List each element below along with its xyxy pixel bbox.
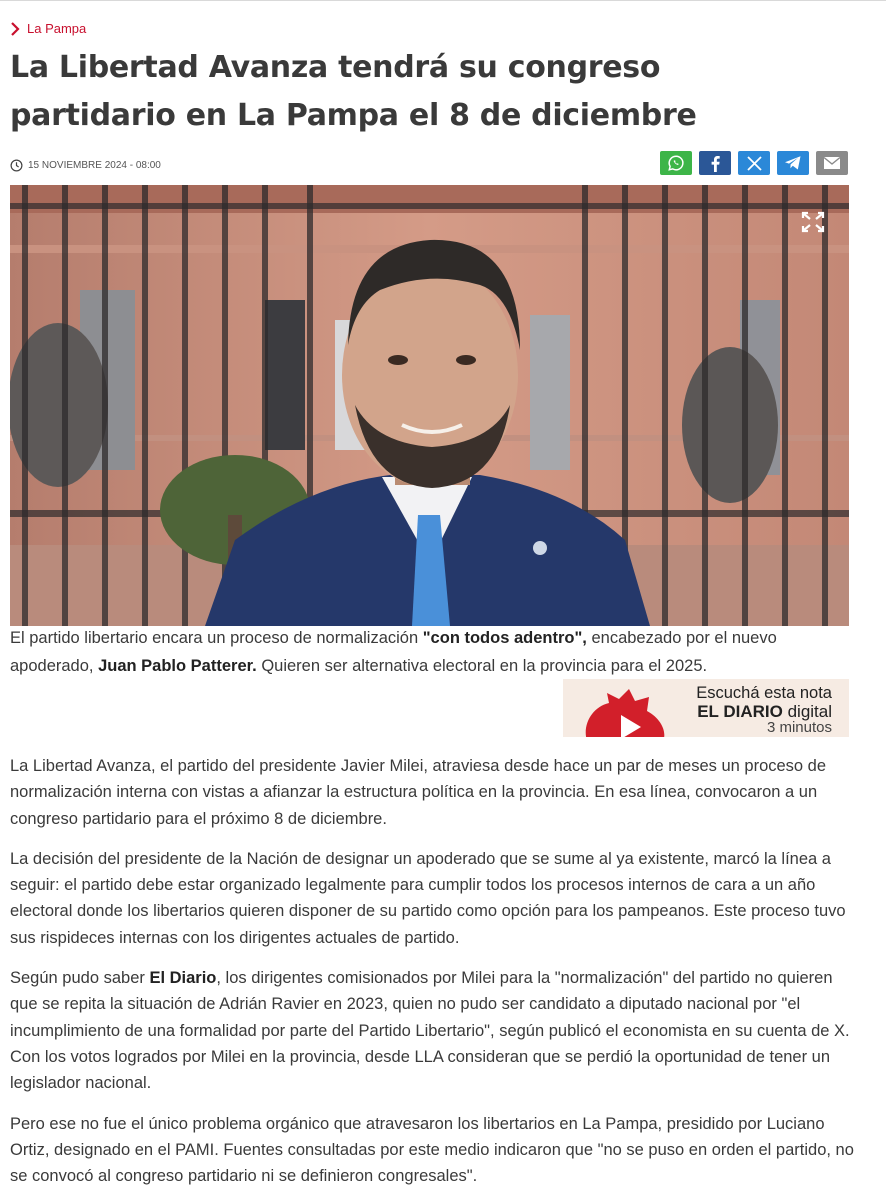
photo-caption: El partido libertario encara un proceso de normalización "con todos adentro", encabezado por el nuevo apoderado, Juan Pablo Patterer. Quieren ser alternativa electoral en la provincia para el 2025. (10, 629, 777, 675)
share-bar (660, 151, 848, 175)
breadcrumb[interactable] (10, 21, 86, 36)
share-telegram-button[interactable] (777, 151, 809, 175)
chevron-right-icon (10, 22, 20, 36)
paragraph-1: La Libertad Avanza, el partido del presidente Javier Milei, atraviesa desde hace un par de meses un proceso de normalización interna con vistas a afianzar la estructura política en la provincia. En esa línea, convocaron a un congreso partidario para el próximo 8 de diciembre. (10, 757, 827, 828)
breadcrumb-section-link[interactable]: La Pampa (27, 21, 87, 36)
email-icon (823, 156, 841, 170)
audio-brand: EL DIARIO digital (697, 702, 832, 721)
article-photo (10, 185, 849, 626)
photo-image (10, 185, 849, 626)
expand-photo-button[interactable] (798, 208, 828, 236)
expand-icon (801, 211, 825, 233)
article-title: La Libertad Avanza tendrá su congreso partidario en La Pampa el 8 de diciembre (10, 50, 697, 133)
facebook-icon (709, 155, 721, 172)
share-facebook-button[interactable] (699, 151, 731, 175)
whatsapp-icon (667, 154, 685, 172)
share-x-button[interactable] (738, 151, 770, 175)
play-logo-icon (577, 685, 687, 737)
top-divider (0, 0, 886, 1)
paragraph-2: La decisión del presidente de la Nación de designar un apoderado que se sume al ya existente, marcó la línea a seguir: el partido debe estar organizado legalmente para cumplir todos los procesos internos de cara a un año electoral donde los libertarios quieren disponer de su partido como opción para los pampeanos. Este proceso tuvo sus rispideces internas con los dirigentes actuales de partido. (10, 849, 846, 947)
paragraph-3: Según pudo saber El Diario, los dirigentes comisionados por Milei para la "normalización" del partido no quieren que se repita la situación de Adrián Ravier en 2023, quien no pudo ser candidato a diputado nacional por "el incumplimiento de una formalidad por parte del Partido Libertario", según publicó el economista en su cuenta de X. Con los votos logrados por Milei en la provincia, desde LLA consideran que se perdió la oportunidad de tener un legislador nacional. (10, 969, 850, 1093)
article-date (10, 159, 161, 172)
audio-duration: 3 minutos (766, 719, 832, 736)
clock-icon (10, 159, 23, 172)
article-body (10, 753, 860, 1203)
paragraph-4: Pero ese no fue el único problema orgánico que atravesaron los libertarios en La Pampa, presidido por Luciano Ortiz, designado en el PAMI. Fuentes consultadas por este medio indicaron que "no se puso en orden el partido, no se convocó al congreso partidario ni se definieron congresales". (10, 1114, 854, 1186)
share-whatsapp-button[interactable] (660, 151, 692, 175)
share-email-button[interactable] (816, 151, 848, 175)
telegram-icon (784, 155, 802, 171)
date-text: 15 NOVIEMBRE 2024 - 08:00 (28, 160, 161, 171)
x-icon (747, 156, 762, 171)
audio-title: Escuchá esta nota (696, 684, 832, 702)
listen-audio-player[interactable] (563, 679, 849, 737)
